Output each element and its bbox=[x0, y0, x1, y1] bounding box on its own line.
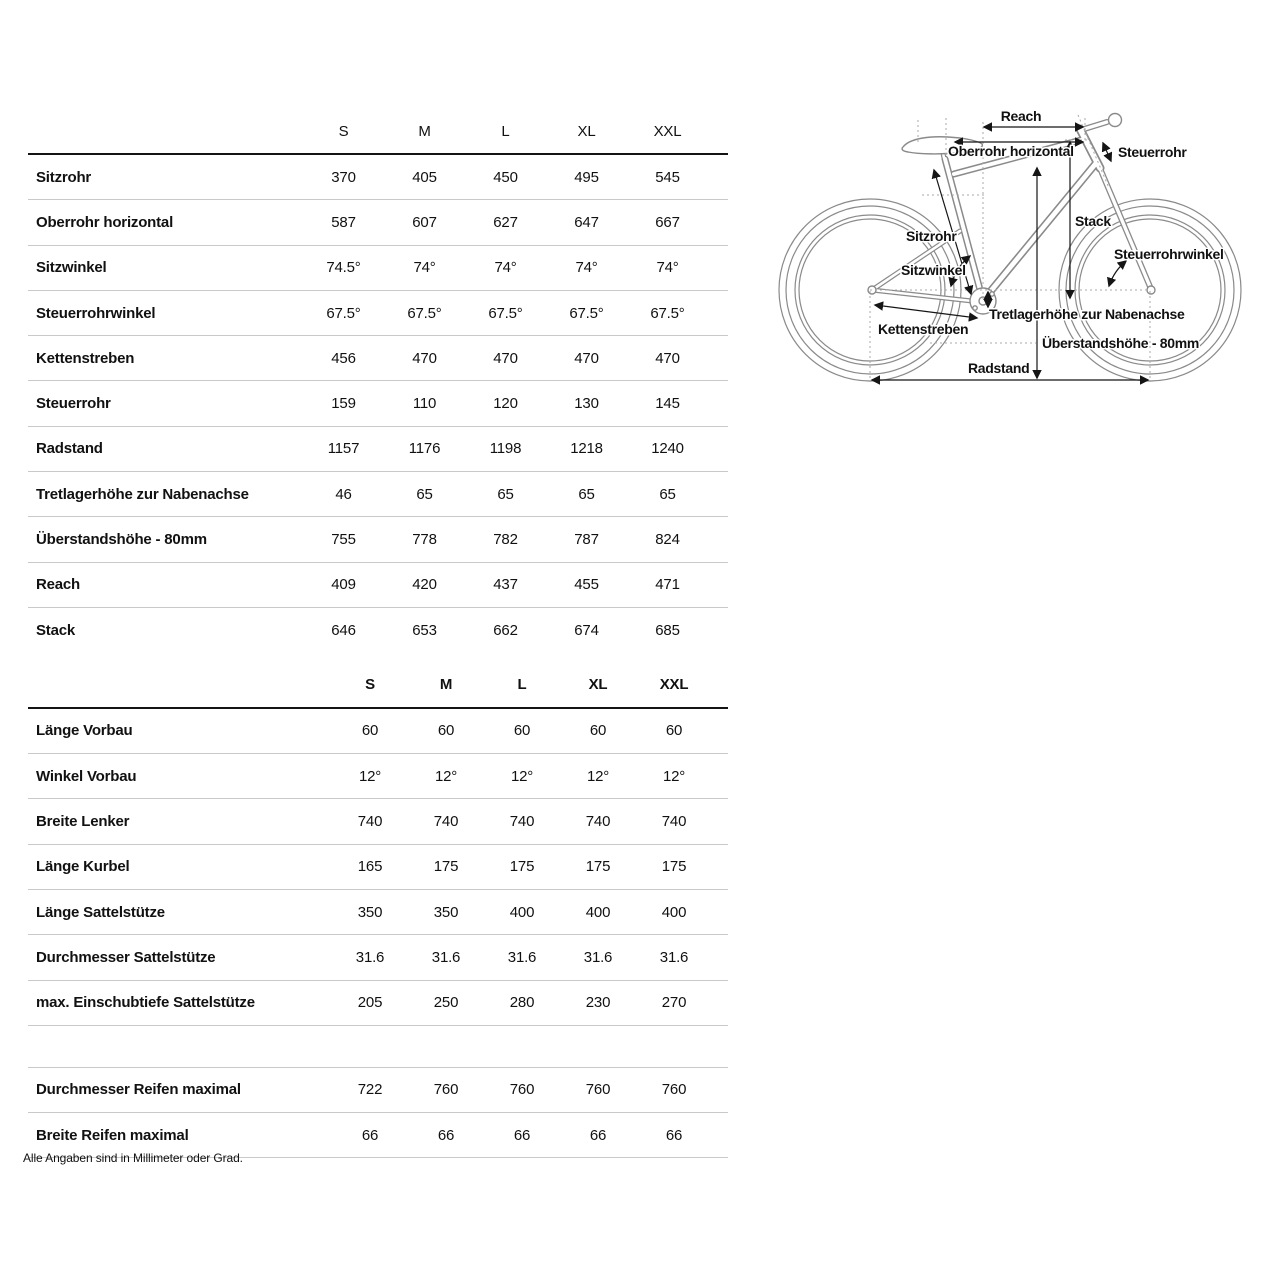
value-cell: 74° bbox=[413, 259, 436, 277]
value-cell: 740 bbox=[509, 813, 535, 830]
row-label: Oberrohr horizontal bbox=[36, 213, 174, 231]
value-cell: 120 bbox=[493, 395, 518, 413]
value-cell: 65 bbox=[659, 485, 676, 503]
value-cell: 545 bbox=[655, 168, 680, 186]
value-cell: 405 bbox=[412, 168, 437, 186]
row-label: Länge Sattelstütze bbox=[36, 903, 165, 921]
value-cell: 60 bbox=[665, 722, 683, 740]
value-cell: 31.6 bbox=[583, 948, 613, 966]
frame-geometry-table bbox=[28, 109, 728, 652]
row-label: Breite Lenker bbox=[36, 813, 130, 830]
table-row bbox=[28, 199, 728, 244]
value-cell: 12° bbox=[358, 767, 382, 785]
value-cell: 1176 bbox=[408, 440, 441, 458]
stack-label: Stack bbox=[1075, 213, 1111, 229]
value-cell: 67.5° bbox=[569, 304, 604, 322]
size-header-row bbox=[28, 109, 728, 155]
table-row bbox=[28, 290, 728, 335]
value-cell: 400 bbox=[661, 903, 687, 921]
value-cell: 12° bbox=[434, 767, 458, 785]
value-cell: 740 bbox=[357, 813, 383, 830]
value-cell: 280 bbox=[509, 994, 535, 1012]
value-cell: 230 bbox=[585, 994, 611, 1012]
value-cell: 1198 bbox=[489, 440, 522, 458]
footnote: Alle Angaben sind in Millimeter oder Grad. bbox=[23, 1151, 243, 1165]
value-cell: 607 bbox=[412, 213, 437, 231]
value-cell: 674 bbox=[574, 621, 599, 639]
value-cell: 409 bbox=[331, 576, 356, 594]
value-cell: 1218 bbox=[570, 440, 603, 458]
row-label: Tretlagerhöhe zur Nabenachse bbox=[36, 485, 249, 503]
table-row bbox=[28, 934, 728, 979]
value-cell: 130 bbox=[574, 395, 599, 413]
value-cell: 350 bbox=[433, 903, 459, 921]
row-label: Stack bbox=[36, 621, 76, 639]
value-cell: 66 bbox=[665, 1126, 683, 1144]
sitzwinkel-label: Sitzwinkel bbox=[901, 262, 966, 278]
value-cell: 653 bbox=[412, 621, 437, 639]
value-cell: 1240 bbox=[651, 440, 684, 458]
value-cell: 175 bbox=[433, 858, 459, 876]
value-cell: 205 bbox=[357, 994, 383, 1012]
front-dropout bbox=[1147, 286, 1155, 294]
value-cell: 760 bbox=[509, 1081, 535, 1099]
table-row bbox=[28, 426, 728, 471]
value-cell: 175 bbox=[661, 858, 687, 876]
value-cell: 145 bbox=[655, 395, 680, 413]
tretlagerhoehe-label: Tretlagerhöhe zur Nabenachse bbox=[989, 306, 1185, 322]
row-label: Durchmesser Sattelstütze bbox=[36, 948, 216, 966]
size-column-header: XXL bbox=[653, 122, 682, 140]
table-row bbox=[28, 516, 728, 561]
table-row bbox=[28, 980, 728, 1025]
value-cell: 647 bbox=[574, 213, 599, 231]
value-cell: 740 bbox=[585, 813, 611, 830]
value-cell: 662 bbox=[493, 621, 518, 639]
radstand-label: Radstand bbox=[968, 360, 1030, 376]
row-label: Länge Kurbel bbox=[36, 858, 130, 876]
row-label: Winkel Vorbau bbox=[36, 767, 137, 785]
row-label: Radstand bbox=[36, 440, 103, 458]
value-cell: 60 bbox=[437, 722, 455, 740]
value-cell: 66 bbox=[361, 1126, 379, 1144]
ueberstandshoehe-label: Überstandshöhe - 80mm bbox=[1042, 335, 1200, 351]
value-cell: 67.5° bbox=[488, 304, 523, 322]
size-column-header: L bbox=[517, 676, 527, 694]
steuerrohrwinkel-arc bbox=[1109, 261, 1126, 286]
size-column-header: XL bbox=[588, 676, 608, 694]
value-cell: 250 bbox=[433, 994, 459, 1012]
value-cell: 470 bbox=[655, 349, 680, 367]
table-row bbox=[28, 471, 728, 516]
value-cell: 12° bbox=[662, 767, 686, 785]
size-column-header: S bbox=[365, 676, 375, 694]
handlebar-grip bbox=[1109, 114, 1122, 127]
reach-label: Reach bbox=[1000, 108, 1042, 124]
components-table bbox=[28, 663, 728, 1159]
value-cell: 587 bbox=[331, 213, 356, 231]
table-row bbox=[28, 798, 728, 843]
value-cell: 824 bbox=[655, 531, 680, 549]
value-cell: 12° bbox=[586, 767, 610, 785]
table-row bbox=[28, 380, 728, 425]
value-cell: 66 bbox=[437, 1126, 455, 1144]
value-cell: 760 bbox=[661, 1081, 687, 1099]
value-cell: 1157 bbox=[327, 440, 360, 458]
value-cell: 31.6 bbox=[659, 948, 689, 966]
spacer-row bbox=[28, 1025, 728, 1067]
steuerrohrwinkel-label: Steuerrohrwinkel bbox=[1114, 246, 1224, 262]
table-row bbox=[28, 753, 728, 798]
row-label: Kettenstreben bbox=[36, 349, 135, 367]
value-cell: 400 bbox=[509, 903, 535, 921]
value-cell: 60 bbox=[589, 722, 607, 740]
table-row bbox=[28, 1067, 728, 1112]
kettenstreben-label: Kettenstreben bbox=[878, 321, 969, 337]
size-column-header: M bbox=[418, 122, 431, 140]
row-label: Sitzrohr bbox=[36, 168, 92, 186]
value-cell: 740 bbox=[433, 813, 459, 830]
value-cell: 65 bbox=[416, 485, 433, 503]
value-cell: 74.5° bbox=[326, 259, 361, 277]
row-label: Steuerrohr bbox=[36, 395, 111, 413]
row-label: Überstandshöhe - 80mm bbox=[36, 531, 207, 549]
value-cell: 722 bbox=[357, 1081, 383, 1099]
value-cell: 67.5° bbox=[650, 304, 685, 322]
steuerrohr-arrow bbox=[1103, 143, 1111, 161]
table-row bbox=[28, 155, 728, 199]
oberrohr-label: Oberrohr horizontal bbox=[948, 143, 1074, 159]
row-label: Steuerrohrwinkel bbox=[36, 304, 156, 322]
value-cell: 760 bbox=[585, 1081, 611, 1099]
value-cell: 65 bbox=[578, 485, 595, 503]
value-cell: 400 bbox=[585, 903, 611, 921]
row-label: Durchmesser Reifen maximal bbox=[36, 1081, 241, 1099]
size-column-header: XXL bbox=[659, 676, 689, 694]
value-cell: 778 bbox=[412, 531, 437, 549]
row-label: Länge Vorbau bbox=[36, 722, 133, 740]
value-cell: 755 bbox=[331, 531, 356, 549]
value-cell: 470 bbox=[493, 349, 518, 367]
value-cell: 60 bbox=[513, 722, 531, 740]
table-row bbox=[28, 562, 728, 607]
value-cell: 740 bbox=[661, 813, 687, 830]
value-cell: 350 bbox=[357, 903, 383, 921]
value-cell: 760 bbox=[433, 1081, 459, 1099]
value-cell: 455 bbox=[574, 576, 599, 594]
value-cell: 67.5° bbox=[407, 304, 442, 322]
value-cell: 175 bbox=[509, 858, 535, 876]
value-cell: 787 bbox=[574, 531, 599, 549]
kettenstreben-arrow bbox=[875, 305, 977, 318]
size-column-header: XL bbox=[577, 122, 596, 140]
row-label: max. Einschubtiefe Sattelstütze bbox=[36, 994, 255, 1012]
table-row bbox=[28, 709, 728, 753]
value-cell: 495 bbox=[574, 168, 599, 186]
value-cell: 270 bbox=[661, 994, 687, 1012]
table-row bbox=[28, 844, 728, 889]
value-cell: 667 bbox=[655, 213, 680, 231]
table-row bbox=[28, 889, 728, 934]
value-cell: 470 bbox=[412, 349, 437, 367]
value-cell: 165 bbox=[357, 858, 383, 876]
value-cell: 450 bbox=[493, 168, 518, 186]
value-cell: 110 bbox=[412, 395, 437, 413]
value-cell: 31.6 bbox=[507, 948, 537, 966]
size-column-header: M bbox=[439, 676, 453, 694]
value-cell: 46 bbox=[335, 485, 352, 503]
value-cell: 420 bbox=[412, 576, 437, 594]
value-cell: 627 bbox=[493, 213, 518, 231]
value-cell: 66 bbox=[513, 1126, 531, 1144]
value-cell: 74° bbox=[656, 259, 679, 277]
table-row bbox=[28, 245, 728, 290]
value-cell: 470 bbox=[574, 349, 599, 367]
row-label: Sitzwinkel bbox=[36, 259, 107, 277]
value-cell: 74° bbox=[575, 259, 598, 277]
value-cell: 65 bbox=[497, 485, 514, 503]
value-cell: 437 bbox=[493, 576, 518, 594]
table-row bbox=[28, 335, 728, 380]
value-cell: 31.6 bbox=[355, 948, 385, 966]
table-row bbox=[28, 607, 728, 652]
value-cell: 60 bbox=[361, 722, 379, 740]
value-cell: 456 bbox=[331, 349, 356, 367]
size-column-header: S bbox=[338, 122, 349, 140]
size-header-row bbox=[28, 663, 728, 709]
row-label: Reach bbox=[36, 576, 81, 594]
row-label: Breite Reifen maximal bbox=[36, 1126, 189, 1144]
value-cell: 31.6 bbox=[431, 948, 461, 966]
value-cell: 159 bbox=[331, 395, 356, 413]
value-cell: 74° bbox=[494, 259, 517, 277]
value-cell: 685 bbox=[655, 621, 680, 639]
sitzrohr-label: Sitzrohr bbox=[906, 228, 957, 244]
geometry-tables-area bbox=[28, 109, 728, 1158]
value-cell: 67.5° bbox=[326, 304, 361, 322]
value-cell: 471 bbox=[655, 576, 680, 594]
value-cell: 175 bbox=[585, 858, 611, 876]
value-cell: 782 bbox=[493, 531, 518, 549]
value-cell: 646 bbox=[331, 621, 356, 639]
size-column-header: L bbox=[501, 122, 510, 140]
value-cell: 12° bbox=[510, 767, 534, 785]
value-cell: 370 bbox=[331, 168, 356, 186]
bike-geometry-diagram bbox=[770, 85, 1270, 395]
steuerrohr-label: Steuerrohr bbox=[1118, 144, 1187, 160]
value-cell: 66 bbox=[589, 1126, 607, 1144]
